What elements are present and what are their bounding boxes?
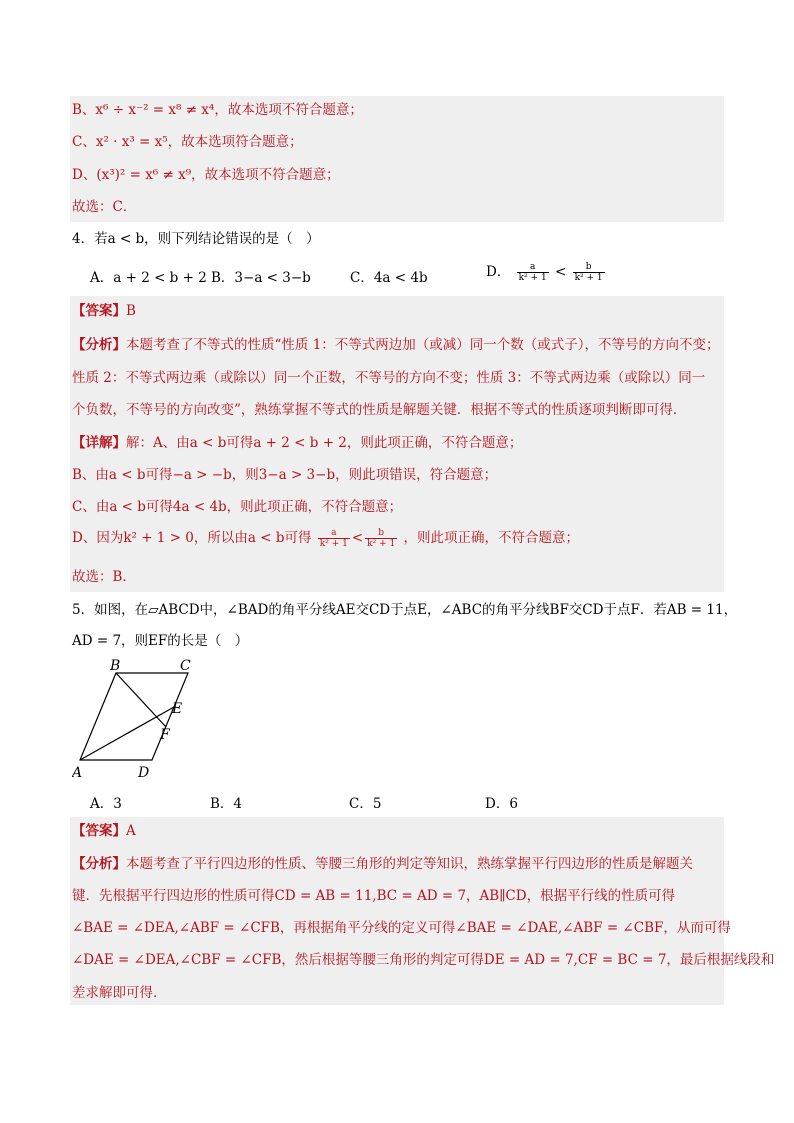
prev-option-d-line: D、(x³)² = x⁶ ≠ x⁹，故本选项不符合题意； (72, 167, 340, 183)
less-than-sign: < (351, 530, 364, 546)
prev-conclusion: 故选：C． (72, 199, 137, 215)
q4-analysis-line-2: 性质 2：不等式两边乘（或除以）同一个正数，不等号的方向不变；性质 3：不等式两边乘（或除以）同一 (72, 370, 706, 386)
fraction-numerator: b (573, 262, 605, 273)
detail-tag: 【详解】 (72, 435, 126, 451)
answer-tag: 【答案】 (72, 823, 126, 839)
q5-option-a: A．3 (90, 796, 122, 812)
detail-text: 解：A、由a < b可得a + 2 < b + 2，则此项正确，不符合题意； (126, 435, 523, 451)
fraction-denominator: k² + 1 (518, 273, 547, 283)
q5-stem-line-1: 5．如图，在▱ABCD中，∠BAD的角平分线AE交CD于点E，∠ABC的角平分线BF交CD于点F．若AB = 11， (72, 602, 738, 618)
q5-option-d: D．6 (485, 796, 518, 812)
parallelogram-figure (72, 655, 212, 783)
fraction-denominator: k² + 1 (574, 273, 603, 283)
fraction-denominator: k² + 1 (319, 539, 348, 549)
q4-analysis-line-1 (72, 336, 720, 354)
q4-option-d-fraction-a (517, 262, 549, 283)
q5-analysis-line-1 (72, 855, 693, 873)
q5-analysis-line-3: ∠BAE = ∠DEA,∠ABF = ∠CFB，再根据角平分线的定义可得∠BAE = ∠DAE,∠ABF = ∠CBF，从而可得 (72, 920, 731, 936)
q4-option-d-prefix: D． (486, 264, 511, 280)
q5-analysis-line-5: 差求解即可得． (72, 985, 167, 1001)
q4-analysis-line-3: 个负数，不等号的方向改变”，熟练掌握不等式的性质是解题关键．根据不等式的性质逐项判断即可得． (72, 402, 687, 418)
analysis-text: 本题考查了不等式的性质“性质 1：不等式两边加（或减）同一个数（或式子），不等号的方向不变； (126, 337, 720, 353)
label-f: F (160, 727, 170, 743)
q4-conclusion: 故选：B． (72, 569, 136, 585)
q5-solution-box (70, 817, 724, 1005)
q4-option-d (486, 260, 607, 283)
label-c: C (180, 658, 191, 674)
detail-d-text-1: D、因为k² + 1 > 0，所以由a < b可得 (72, 530, 312, 546)
less-than-sign: < (554, 264, 567, 280)
detail-d-fraction-b (365, 528, 397, 549)
answer-tag: 【答案】 (72, 303, 126, 319)
q5-analysis-line-4: ∠DAE = ∠DEA,∠CBF = ∠CFB，然后根据等腰三角形的判定可得DE = AD = 7,CF = BC = 7，最后根据线段和 (72, 952, 775, 968)
prev-option-b-line: B、x⁶ ÷ x⁻² = x⁸ ≠ x⁴，故本选项不符合题意； (72, 102, 363, 118)
prev-option-c-line: C、x² · x³ = x⁵，故本选项符合题意； (72, 134, 303, 150)
detail-d-fraction-a (318, 528, 350, 549)
analysis-text: 本题考查了平行四边形的性质、等腰三角形的判定等知识，熟练掌握平行四边形的性质是解题关 (126, 856, 693, 872)
q4-detail-line-d (72, 528, 579, 549)
answer-value: A (126, 823, 136, 839)
detail-d-text-2: ，则此项正确，不符合题意； (403, 530, 579, 546)
q5-option-c: C．5 (349, 796, 382, 812)
label-e: E (172, 701, 183, 717)
segment-bf (116, 673, 166, 727)
label-d: D (138, 765, 150, 781)
label-a: A (72, 765, 83, 781)
q5-stem-line-2: AD = 7，则EF的长是（ ） (72, 633, 249, 649)
q4-stem: 4．若a < b，则下列结论错误的是（ ） (72, 231, 320, 247)
q5-option-b: B．4 (210, 796, 243, 812)
answer-value: B (126, 303, 136, 319)
q4-option-b: B．3−a < 3−b (211, 270, 311, 286)
q4-option-a: A．a + 2 < b + 2 (90, 270, 207, 286)
fraction-denominator: k² + 1 (367, 539, 396, 549)
q4-detail-line-b: B、由a < b可得−a > −b，则3−a > 3−b，则此项错误，符合题意； (72, 467, 498, 483)
fraction-numerator: b (365, 528, 397, 539)
q4-answer-line (72, 302, 136, 320)
q4-detail-line-c: C、由a < b可得4a < 4b，则此项正确，不符合题意； (72, 499, 403, 515)
q5-answer-line (72, 822, 136, 840)
fraction-numerator: a (318, 528, 350, 539)
analysis-tag: 【分析】 (72, 856, 126, 872)
analysis-tag: 【分析】 (72, 337, 126, 353)
q4-option-d-fraction-b (573, 262, 605, 283)
q5-analysis-line-2: 键．先根据平行四边形的性质可得CD = AB = 11,BC = AD = 7，AB∥CD，根据平行线的性质可得 (72, 888, 676, 904)
fraction-numerator: a (517, 262, 549, 273)
q4-detail-line-a (72, 434, 522, 452)
q4-option-c: C．4a < 4b (350, 270, 428, 286)
label-b: B (110, 658, 121, 674)
